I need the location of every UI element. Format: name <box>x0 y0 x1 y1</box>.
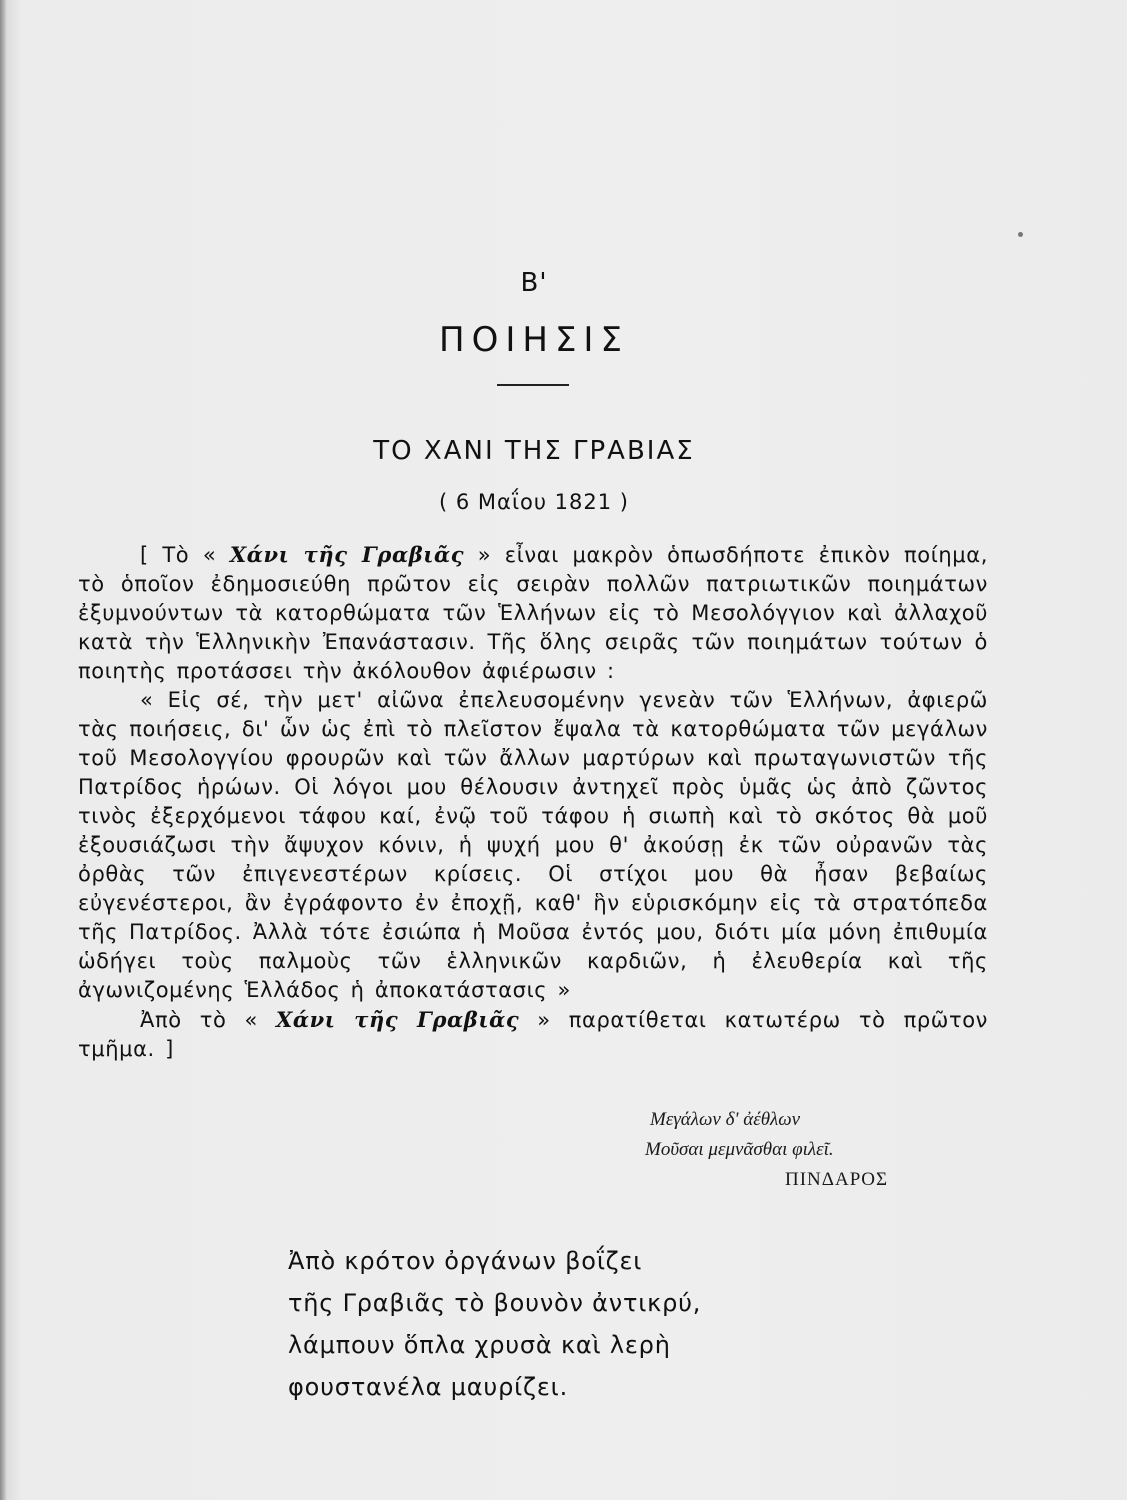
section-number: Β' <box>520 268 548 298</box>
epigraph-line-2: Μοῦσαι μεμνᾶσθαι φιλεῖ. <box>645 1139 834 1160</box>
intro-p3-open: Ἀπὸ τὸ « <box>140 1008 276 1032</box>
verse-line: τῆς Γραβιᾶς τὸ βουνὸν ἀντικρύ, <box>288 1289 702 1317</box>
intro-p3-text: » παρατίθεται κατωτέρω τὸ πρῶτον τμῆμα. ] <box>78 1008 989 1061</box>
page-binding-edge <box>0 0 6 1500</box>
title-divider <box>497 384 569 386</box>
verse-line: λάμπουν ὅπλα χρυσὰ καὶ λερὴ <box>288 1331 671 1359</box>
epigraph-line-1: Μεγάλων δ' ἀέθλων <box>650 1109 801 1130</box>
poem-title: ΤΟ ΧΑΝΙ ΤΗΣ ΓΡΑΒΙΑΣ <box>373 436 695 466</box>
work-title-ref: Χάνι τῆς Γραβιᾶς <box>229 542 465 567</box>
intro-p1-text: » εἶναι μακρὸν ὁπωσδήποτε ἐπικὸν ποίημα, τὸ ὁποῖον ἐδημοσιεύθη πρῶτον εἰς σειρὰν πολλῶν πατριωτικῶν ποιημάτων ἐξυμνούντων τὰ κατορθώματα τῶν Ἑλλήνων εἰς τὸ Μεσολόγγιον καὶ ἀλλαχοῦ κατὰ τὴν Ἑλληνικὴν Ἐπανάστασιν. Τῆς ὅλης σειρᾶς τῶν ποιημάτων τούτων ὁ ποιητὴς προτάσσει τὴν ἀκόλουθον ἀφιέρωσιν : <box>78 543 988 683</box>
intro-p1-open: [ Τὸ « <box>140 543 230 567</box>
dedication-quote: « Εἰς σέ, τὴν μετ' αἰῶνα ἐπελευσομένην γενεὰν τῶν Ἑλλήνων, ἀφιερῶ τὰς ποιήσεις, δι' ὧν ὡς ἐπὶ τὸ πλεῖστον ἔψαλα τὰ κατορθώματα τῶν μεγάλων τοῦ Μεσολογγίου φρουρῶν καὶ τῶν ἄλλων μαρτύρων καὶ πρωταγωνιστῶν τῆς Πατρίδος ἡρώων. Οἱ λόγοι μου θέλουσιν ἀντηχεῖ πρὸς ὑμᾶς ὡς ἀπὸ ζῶντος τινὸς ἐξερχόμενοι τάφου καί, ἐνῷ τοῦ τάφου ἡ σιωπὴ καὶ τὸ σκότος θὰ μοῦ ἐξουσιάζωσι τὴν ἄψυχον κόνιν, ἡ ψυχή μου θ' ἀκούσῃ ἐκ τῶν οὐρανῶν τὰς ὀρθὰς τῶν ἐπιγενεστέρων κρίσεις. Οἱ στίχοι μου θὰ ἦσαν βεβαίως εὐγενέστεροι, ἂν ἐγράφοντο ἐν ἐποχῇ, καθ' ἣν εὑρισκόμην εἰς τὰ στρατόπεδα τῆς Πατρίδος. Ἀλλὰ τότε ἐσιώπα ἡ Μοῦσα ἐντός μου, διότι μία μόνη ἐπιθυμία ὡδήγει τοὺς παλμοὺς τῶν ἑλληνικῶν καρδιῶν, ἡ ἐλευθερία καὶ τῆς ἀγωνιζομένης Ἑλλάδος ἡ ἀποκατάστασις » <box>78 688 988 1002</box>
epigraph-author: ΠΙΝΔΑΡΟΣ <box>785 1169 889 1190</box>
intro-paragraph-1 <box>78 540 988 686</box>
verse-line: φουστανέλα μαυρίζει. <box>288 1373 569 1401</box>
epigraph <box>640 1105 940 1195</box>
poem-verse <box>288 1240 848 1408</box>
paper-speck <box>1018 232 1023 237</box>
work-title-ref-2: Χάνι τῆς Γραβιᾶς <box>275 1007 520 1032</box>
introduction-text <box>78 540 988 1064</box>
poem-date: ( 6 Μαΐου 1821 ) <box>439 490 629 514</box>
section-title: ΠΟΙΗΣΙΣ <box>439 320 629 360</box>
intro-paragraph-3 <box>78 1005 988 1064</box>
verse-line: Ἀπὸ κρότον ὀργάνων βοΐζει <box>288 1247 643 1275</box>
